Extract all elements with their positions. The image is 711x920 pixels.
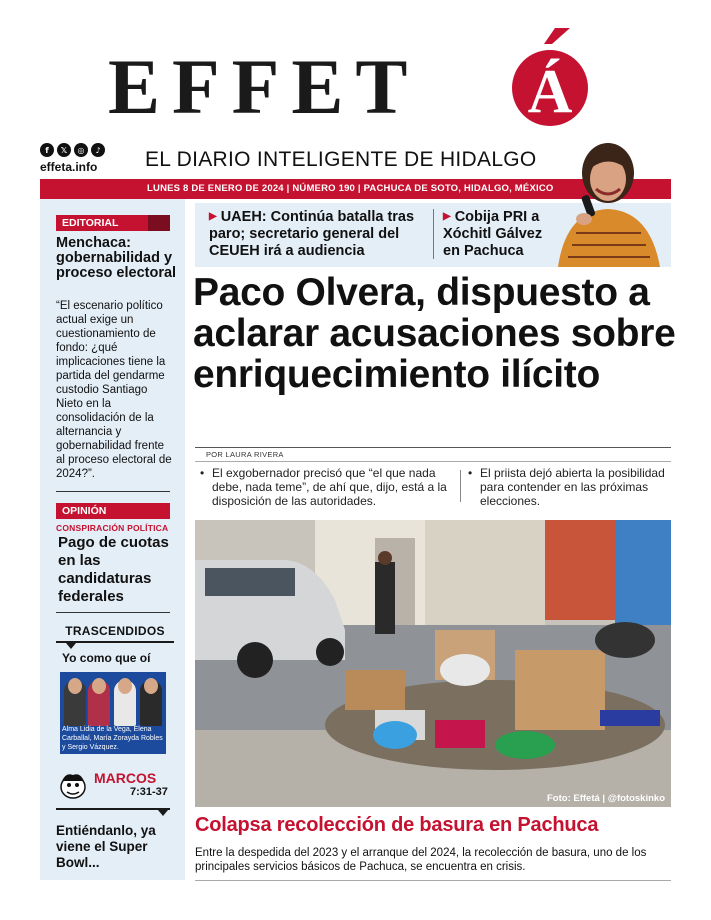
masthead-name: EFFET [108,43,420,130]
label-accent [148,215,170,231]
brief-divider [433,209,434,259]
brief-text: Cobija PRI a Xóchitl Gálvez en Pachuca [443,209,543,259]
site-url[interactable]: effeta.info [40,160,98,174]
editorial-label [56,215,170,231]
triangle-icon: ▶ [443,211,451,222]
triangle-icon: ▶ [209,211,217,222]
person-head [68,678,82,694]
trascendidos-pointer [66,643,76,649]
masthead-accent-logo [500,28,600,128]
trascendidos-caption: Alma Lidia de la Vega, Elena Carballal, María Zorayda Robles y Sergio Vázquez. [62,726,163,751]
brief-text: UAEH: Continúa batalla tras paro; secretario general del CEUEH irá a audiencia [209,209,415,259]
opinion-title[interactable]: Pago de cuotas en las candidaturas federales [58,534,169,605]
opinion-kicker: CONSPIRACIÓN POLÍTICA [56,523,169,533]
person-head [144,678,158,694]
marcos-rule [56,808,170,810]
marcos-pointer [158,810,168,816]
facebook-icon[interactable]: f [40,143,54,157]
tagline: EL DIARIO INTELIGENTE DE HIDALGO [145,148,537,171]
brief-item[interactable] [209,208,431,260]
story-text: Entre la despedida del 2023 y el arranque del 2024, la recolección de basura, uno de los principales servicios básicos de Pachuca, se encuentra en crisis. [195,847,647,873]
instagram-icon[interactable]: ◎ [74,143,88,157]
garbage-street-scene [195,520,671,807]
trascendidos-photo[interactable] [60,672,166,754]
politician-photo [546,133,671,267]
date-bar-text: LUNES 8 DE ENERO DE 2024 | NÚMERO 190 | PACHUCA DE SOTO, HIDALGO, MÉXICO [147,183,554,194]
marcos-reference: 7:31-37 [130,786,168,798]
story-title[interactable]: Colapsa recolección de basura en Pachuca [195,814,599,836]
x-icon[interactable]: 𝕏 [57,143,71,157]
story-rule [195,880,671,881]
masthead [108,22,608,130]
byline-rule [195,461,671,462]
byline: POR LAURA RIVERA [206,450,284,459]
opinion-label-text: OPINIÓN [62,505,107,517]
main-headline[interactable]: Paco Olvera, dispuesto a aclarar acusaciones sobre enriquecimiento ilícito [193,271,676,396]
brief-item[interactable] [443,208,553,260]
photo-credit: Foto: Effetá | @fotoskinko [547,793,665,804]
social-icons [40,143,105,157]
divider [56,612,170,613]
trascendidos-subtitle[interactable]: Yo como que oí [62,651,151,665]
marcos-title: MARCOS [94,770,157,786]
bullet-divider [460,470,461,502]
summary-bullet: • El exgobernador precisó que “el que nada debe, nada teme”, de ahí que, dijo, está a la disposición de las autoridades. [200,466,452,508]
divider [56,491,170,492]
summary-bullet: • El priista dejó abierta la posibilidad para contender en las próximas elecciones. [468,466,674,508]
byline-rule [195,447,671,448]
editorial-label-text: EDITORIAL [62,217,119,229]
tiktok-icon[interactable]: ♪ [91,143,105,157]
left-column [40,199,185,880]
editorial-text: “El escenario político actual exige un cuestionamiento de fondo: ¿qué implicaciones tiene la partida del gendarme custodio Santiago Nieto en la consolidación de la alternancia y gobernabilidad frente al proceso electoral de 2024?”. [56,300,172,480]
top-briefs [195,203,671,267]
editorial-title[interactable]: Menchaca: gobernabilidad y proceso electoral [56,235,177,281]
cartoon-face-icon [56,772,90,800]
trascendidos-title: TRASCENDIDOS [65,624,165,638]
main-photo[interactable] [195,520,671,807]
person-head [92,678,106,694]
person-head [118,678,132,694]
opinion-label [56,503,170,519]
masthead-accent-letter: Á [527,58,573,126]
bottom-left-title[interactable]: Entiéndanlo, ya viene el Super Bowl... [56,823,156,870]
